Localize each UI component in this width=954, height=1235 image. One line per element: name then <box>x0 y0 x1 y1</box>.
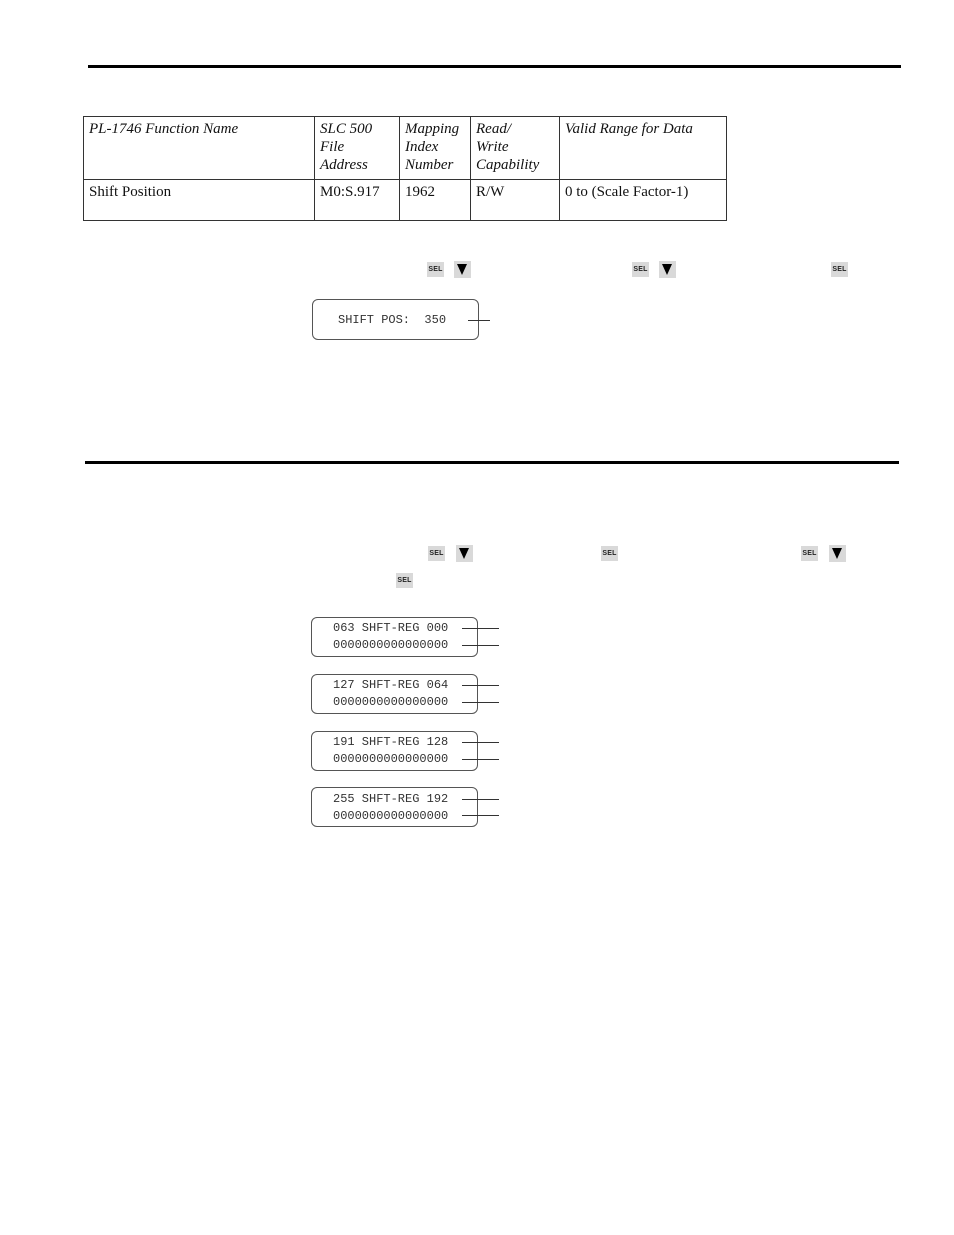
header-line: PL-1746 Function Name <box>89 121 239 137</box>
header-mapping-index <box>400 117 471 180</box>
shift-register-display <box>311 617 478 657</box>
sel-key-icon: SEL <box>427 262 444 277</box>
display-line-2: 0000000000000000 <box>333 752 449 766</box>
display-line-1: 255 SHFT-REG 192 <box>333 792 449 806</box>
callout-leader-line <box>462 815 499 816</box>
down-arrow-key-icon <box>456 545 473 562</box>
top-rule <box>88 65 901 68</box>
header-line: Read/ <box>476 121 511 137</box>
display-line-1: 127 SHFT-REG 064 <box>333 678 449 692</box>
header-file-address <box>315 117 400 180</box>
callout-leader-line <box>462 702 499 703</box>
header-line: File <box>320 139 345 155</box>
shift-register-display <box>311 787 478 827</box>
callout-leader-line <box>462 685 499 686</box>
sel-key-icon: SEL <box>601 546 618 561</box>
sel-key-icon: SEL <box>428 546 445 561</box>
sel-key-icon: SEL <box>396 573 413 588</box>
sel-key-icon: SEL <box>831 262 848 277</box>
header-line: Address <box>320 157 368 173</box>
table-header-row <box>84 117 727 180</box>
table-row <box>84 180 727 221</box>
callout-leader-line <box>462 628 499 629</box>
callout-leader-line <box>462 799 499 800</box>
section-rule <box>85 461 899 464</box>
function-table <box>83 116 727 221</box>
shift-position-display <box>312 299 479 340</box>
table-cell: 0 to (Scale Factor-1) <box>560 180 727 221</box>
down-arrow-key-icon <box>829 545 846 562</box>
sel-key-icon: SEL <box>801 546 818 561</box>
down-arrow-key-icon <box>454 261 471 278</box>
header-line: Valid Range for Data <box>565 121 693 137</box>
callout-leader-line <box>462 759 499 760</box>
header-read-write <box>471 117 560 180</box>
down-arrow-key-icon <box>659 261 676 278</box>
table-cell: 1962 <box>400 180 471 221</box>
sel-key-icon: SEL <box>632 262 649 277</box>
header-line: Number <box>405 157 454 173</box>
display-line-2: 0000000000000000 <box>333 809 449 823</box>
shift-register-display <box>311 674 478 714</box>
display-line-2: 0000000000000000 <box>333 638 449 652</box>
display-line-1: 191 SHFT-REG 128 <box>333 735 449 749</box>
header-line: Write <box>476 139 509 155</box>
callout-leader-line <box>462 742 499 743</box>
header-valid-range <box>560 117 727 180</box>
header-line: Index <box>405 139 439 155</box>
display-line-1: SHIFT POS: 350 <box>338 313 447 327</box>
header-line: SLC 500 <box>320 121 373 137</box>
header-line: Mapping <box>405 121 460 137</box>
callout-leader-line <box>462 645 499 646</box>
shift-register-display <box>311 731 478 771</box>
display-line-2: 0000000000000000 <box>333 695 449 709</box>
table-cell: R/W <box>471 180 560 221</box>
display-line-1: 063 SHFT-REG 000 <box>333 621 449 635</box>
table-cell: M0:S.917 <box>315 180 400 221</box>
callout-leader-line <box>468 320 490 321</box>
header-line: Capability <box>476 157 540 173</box>
table-cell: Shift Position <box>84 180 315 221</box>
header-function-name <box>84 117 315 180</box>
